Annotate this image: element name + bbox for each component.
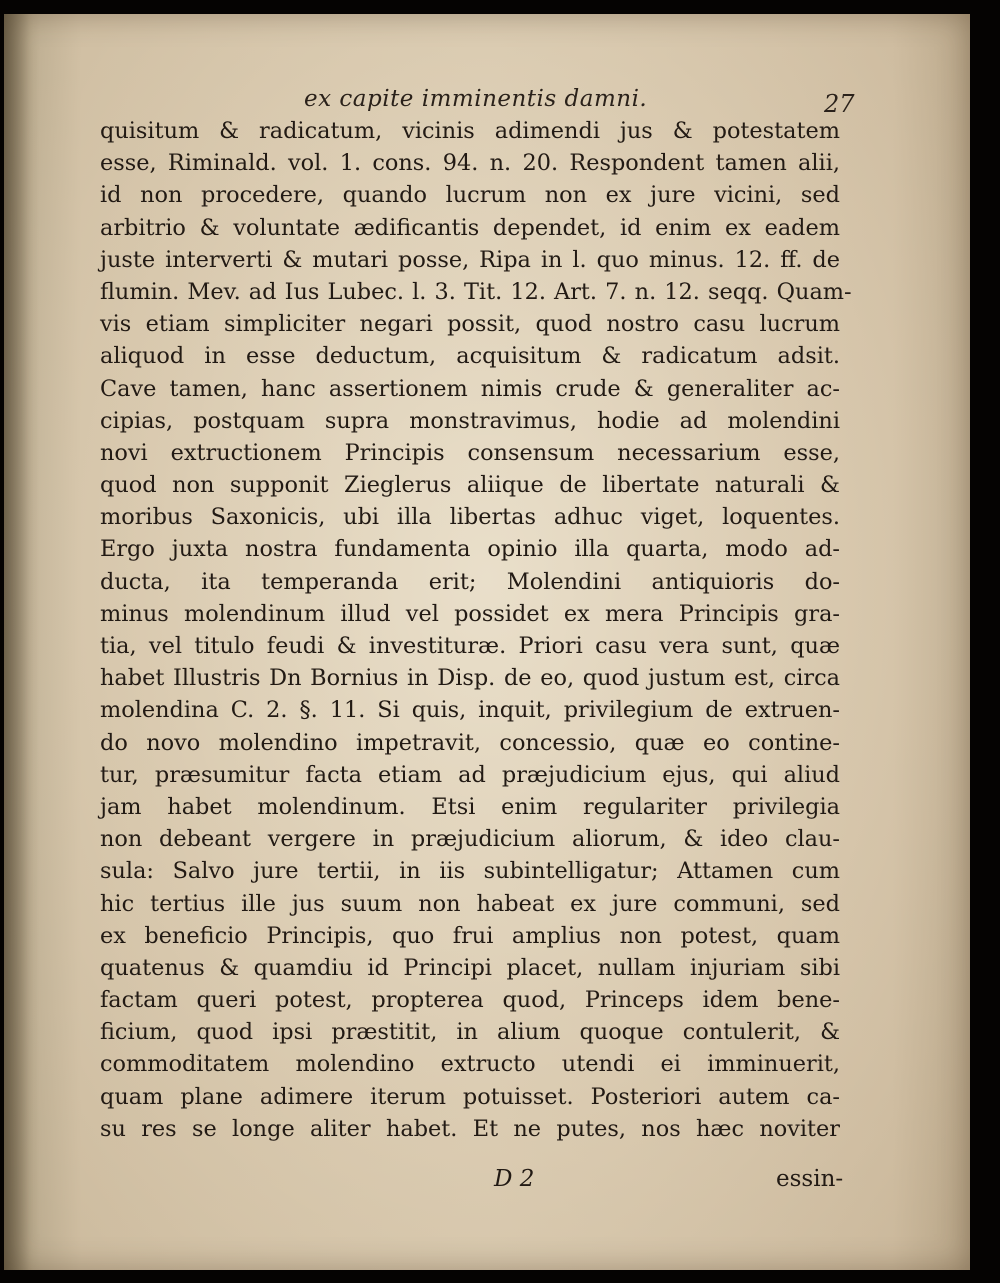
text-line: arbitrio & voluntate ædificantis dependet, id enim ex eadem [100,214,840,241]
text-line: tur, præsumitur facta etiam ad præjudicium ejus, qui aliud [100,761,840,788]
text-line: aliquod in esse deductum, acquisitum & radicatum adsit. [100,343,840,370]
text-line: molendina C. 2. §. 11. Si quis, inquit, privilegium de extruen- [100,697,840,724]
text-line: flumin. Mev. ad Ius Lubec. l. 3. Tit. 12. Art. 7. n. 12. seqq. Quam- [100,278,852,305]
text-line: quatenus & quamdiu id Principi placet, nullam injuriam sibi [100,954,840,981]
body-text [100,115,852,1145]
text-line: quam plane adimere iterum potuisset. Posteriori autem ca- [100,1083,840,1110]
page-gutter-shadow [4,14,40,1270]
text-line: juste interverti & mutari posse, Ripa in l. quo minus. 12. ff. de [100,246,840,273]
text-line: quod non supponit Zieglerus aliique de libertate naturali & [100,472,840,499]
page-footer [4,1162,970,1202]
text-line: tia, vel titulo feudi & investituræ. Priori casu vera sunt, quæ [100,633,840,659]
signature-mark: D 2 [494,1166,535,1192]
text-line: non debeant vergere in præjudicium aliorum, & ideo clau- [100,826,840,853]
text-line: cipias, postquam supra monstravimus, hodie ad molendini [100,407,840,434]
text-line: Cave tamen, hanc assertionem nimis crude & generaliter ac- [100,375,840,402]
text-line: novi extructionem Principis consensum necessarium esse, [100,439,840,466]
text-line: ex beneficio Principis, quo frui amplius non potest, quam [100,922,840,949]
catchword: essin- [776,1166,844,1192]
text-line: Ergo juxta nostra fundamenta opinio illa quarta, modo ad- [100,536,840,563]
text-line: esse, Riminald. vol. 1. cons. 94. n. 20. Respondent tamen alii, [100,150,840,177]
text-line: quisitum & radicatum, vicinis adimendi jus & potestatem [100,118,840,144]
text-line: habet Illustris Dn Bornius in Disp. de eo, quod justum est, circa [100,665,840,692]
text-line: hic tertius ille jus suum non habeat ex jure communi, sed [100,890,840,917]
text-line: sula: Salvo jure tertii, in iis subintelligatur; Attamen cum [100,858,840,885]
running-title: ex capite imminentis damni. [304,86,648,112]
text-line: ficium, quod ipsi præstitit, in alium quoque contulerit, & [100,1019,840,1046]
text-line: moribus Saxonicis, ubi illa libertas adhuc viget, loquentes. [100,504,840,531]
text-line: minus molendinum illud vel possidet ex mera Principis gra- [100,600,840,627]
text-line: jam habet molendinum. Etsi enim regulariter privilegia [100,793,840,820]
page-number: 27 [824,90,855,118]
text-line: vis etiam simpliciter negari possit, quod nostro casu lucrum [100,311,840,338]
book-page [4,14,970,1270]
text-line: id non procedere, quando lucrum non ex jure vicini, sed [100,182,840,209]
text-line: factam queri potest, propterea quod, Princeps idem bene- [100,987,840,1014]
page-header [4,74,970,118]
text-line: do novo molendino impetravit, concessio, quæ eo contine- [100,729,840,756]
text-line: ducta, ita temperanda erit; Molendini antiquioris do- [100,568,840,595]
text-line: commoditatem molendino extructo utendi ei imminuerit, [100,1051,840,1078]
text-line: su res se longe aliter habet. Et ne putes, nos hæc noviter [100,1115,840,1142]
